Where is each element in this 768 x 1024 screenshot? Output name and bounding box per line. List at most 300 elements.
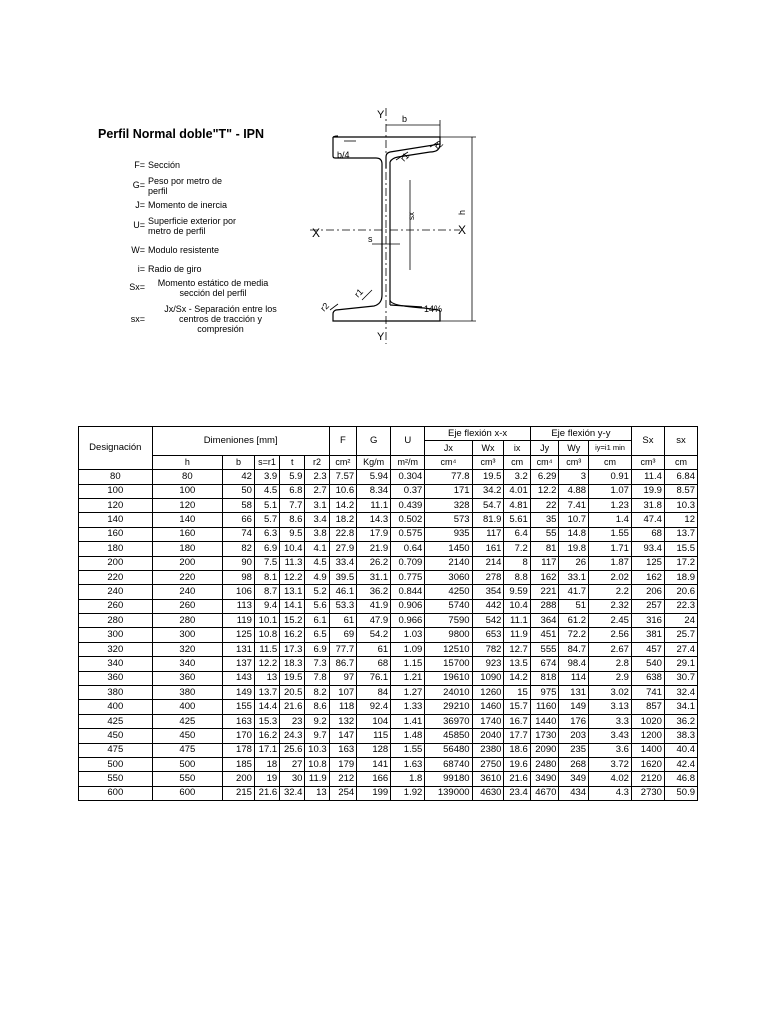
table-cell: 76.1 — [357, 671, 391, 685]
table-cell: 2.9 — [589, 671, 632, 685]
table-cell: 818 — [530, 671, 559, 685]
table-cell: 220 — [152, 570, 222, 584]
table-row — [79, 786, 698, 800]
table-cell: 7.41 — [559, 498, 589, 512]
legend-symbol: Sx= — [129, 282, 145, 292]
table-cell: 140 — [79, 513, 153, 527]
table-cell: 90 — [223, 556, 255, 570]
table-cell: 600 — [79, 786, 153, 800]
table-cell: 180 — [152, 542, 222, 556]
table-cell: 221 — [530, 585, 559, 599]
table-cell: 1.55 — [391, 743, 425, 757]
table-cell: 0.775 — [391, 570, 425, 584]
table-cell: 500 — [152, 757, 222, 771]
table-row — [79, 513, 698, 527]
table-cell: 125 — [631, 556, 664, 570]
table-cell: 260 — [152, 599, 222, 613]
table-cell: 1.03 — [391, 628, 425, 642]
table-cell: 3490 — [530, 772, 559, 786]
table-cell: 11.1 — [504, 614, 530, 628]
table-cell: 162 — [631, 570, 664, 584]
table-cell: 1450 — [425, 542, 472, 556]
table-cell: 7590 — [425, 614, 472, 628]
table-cell: 5.7 — [254, 513, 279, 527]
table-cell: 0.502 — [391, 513, 425, 527]
legend-text: Jx/Sx - Separación entre los centros de tracción y compresión — [164, 304, 277, 334]
table-cell: 1.33 — [391, 700, 425, 714]
table-cell: 4.9 — [305, 570, 329, 584]
table-cell: 7.5 — [254, 556, 279, 570]
table-cell: 2.3 — [305, 470, 329, 484]
table-cell: 179 — [329, 757, 356, 771]
table-cell: 185 — [223, 757, 255, 771]
table-cell: 9.7 — [305, 729, 329, 743]
table-cell: 46.8 — [664, 772, 697, 786]
table-cell: 1.23 — [589, 498, 632, 512]
table-cell: 8.7 — [254, 585, 279, 599]
table-cell: 178 — [223, 743, 255, 757]
table-cell: 15.3 — [254, 714, 279, 728]
table-cell: 47.4 — [631, 513, 664, 527]
table-cell: 200 — [223, 772, 255, 786]
table-cell: 340 — [79, 657, 153, 671]
table-cell: 107 — [329, 686, 356, 700]
table-cell: 33.4 — [329, 556, 356, 570]
table-row — [79, 757, 698, 771]
x-axis-label-right: X — [458, 223, 467, 237]
table-cell: 1.09 — [391, 642, 425, 656]
table-cell: 0.64 — [391, 542, 425, 556]
table-cell: 3.6 — [589, 743, 632, 757]
header-designacion: Designación — [79, 427, 153, 470]
table-row — [79, 729, 698, 743]
unit-s: s=r1 — [254, 455, 279, 469]
table-cell: 320 — [79, 642, 153, 656]
table-cell: 2750 — [472, 757, 504, 771]
table-cell: 11.9 — [504, 628, 530, 642]
header-row-units — [79, 455, 698, 469]
table-cell: 1.27 — [391, 686, 425, 700]
table-cell: 36.2 — [664, 714, 697, 728]
table-cell: 25.6 — [280, 743, 305, 757]
table-cell: 8.6 — [305, 700, 329, 714]
header-u: U — [391, 427, 425, 456]
table-cell: 1.87 — [589, 556, 632, 570]
table-cell: 235 — [559, 743, 589, 757]
table-row — [79, 484, 698, 498]
table-cell: 19.5 — [472, 470, 504, 484]
table-cell: 3.8 — [305, 527, 329, 541]
table-cell: 98 — [223, 570, 255, 584]
table-cell: 9.5 — [280, 527, 305, 541]
table-cell: 41.9 — [357, 599, 391, 613]
header-row-top — [79, 427, 698, 441]
table-cell: 0.966 — [391, 614, 425, 628]
table-cell: 2730 — [631, 786, 664, 800]
table-cell: 10.6 — [329, 484, 356, 498]
table-cell: 68 — [631, 527, 664, 541]
table-cell: 100 — [152, 484, 222, 498]
table-cell: 300 — [79, 628, 153, 642]
table-cell: 16.2 — [254, 729, 279, 743]
table-cell: 99180 — [425, 772, 472, 786]
table-cell: 8.6 — [280, 513, 305, 527]
table-cell: 6.84 — [664, 470, 697, 484]
table-cell: 72.2 — [559, 628, 589, 642]
table-cell: 1730 — [530, 729, 559, 743]
table-cell: 380 — [79, 686, 153, 700]
table-cell: 0.906 — [391, 599, 425, 613]
unit-b: b — [223, 455, 255, 469]
table-cell: 58 — [223, 498, 255, 512]
table-cell: 203 — [559, 729, 589, 743]
unit-iy: cm — [589, 455, 632, 469]
legend-text: Superficie exterior por metro de perfil — [148, 216, 237, 236]
table-cell: 381 — [631, 628, 664, 642]
table-cell: 8.2 — [305, 686, 329, 700]
table-cell: 14.4 — [254, 700, 279, 714]
table-cell: 4.1 — [305, 542, 329, 556]
table-cell: 442 — [472, 599, 504, 613]
table-cell: 24010 — [425, 686, 472, 700]
table-cell: 0.304 — [391, 470, 425, 484]
table-cell: 97 — [329, 671, 356, 685]
legend-symbol: i= — [137, 264, 145, 274]
table-cell: 54.2 — [357, 628, 391, 642]
table-cell: 2380 — [472, 743, 504, 757]
table-cell: 425 — [152, 714, 222, 728]
legend-symbol: W= — [131, 245, 145, 255]
table-cell: 10.8 — [254, 628, 279, 642]
table-cell: 10.3 — [664, 498, 697, 512]
table-cell: 3.3 — [589, 714, 632, 728]
table-cell: 1.41 — [391, 714, 425, 728]
table-cell: 653 — [472, 628, 504, 642]
table-cell: 3.4 — [305, 513, 329, 527]
table-cell: 11.1 — [357, 498, 391, 512]
table-row — [79, 614, 698, 628]
unit-wy: cm³ — [559, 455, 589, 469]
table-cell: 2.2 — [589, 585, 632, 599]
table-cell: 82 — [223, 542, 255, 556]
table-cell: 1090 — [472, 671, 504, 685]
table-cell: 0.439 — [391, 498, 425, 512]
header-wy: Wy — [559, 441, 589, 455]
table-row — [79, 470, 698, 484]
table-cell: 98.4 — [559, 657, 589, 671]
table-cell: 149 — [223, 686, 255, 700]
unit-t: t — [280, 455, 305, 469]
table-cell: 41.7 — [559, 585, 589, 599]
table-cell: 13 — [254, 671, 279, 685]
table-cell: 3.1 — [305, 498, 329, 512]
table-cell: 18.3 — [280, 657, 305, 671]
table-cell: 147 — [329, 729, 356, 743]
table-cell: 11.3 — [280, 556, 305, 570]
table-cell: 31.8 — [631, 498, 664, 512]
table-cell: 12.7 — [504, 642, 530, 656]
table-cell: 170 — [223, 729, 255, 743]
table-cell: 3.72 — [589, 757, 632, 771]
table-cell: 7.7 — [280, 498, 305, 512]
table-row — [79, 628, 698, 642]
table-cell: 300 — [152, 628, 222, 642]
table-cell: 77.8 — [425, 470, 472, 484]
table-cell: 1.21 — [391, 671, 425, 685]
table-cell: 1.15 — [391, 657, 425, 671]
table-cell: 935 — [425, 527, 472, 541]
table-cell: 115 — [357, 729, 391, 743]
table-cell: 200 — [152, 556, 222, 570]
table-cell: 280 — [79, 614, 153, 628]
table-cell: 475 — [152, 743, 222, 757]
table-cell: 240 — [152, 585, 222, 599]
table-cell: 16.2 — [280, 628, 305, 642]
table-cell: 13 — [305, 786, 329, 800]
table-cell: 457 — [631, 642, 664, 656]
table-cell: 68 — [357, 657, 391, 671]
table-row — [79, 556, 698, 570]
table-cell: 22.8 — [329, 527, 356, 541]
table-cell: 19.6 — [504, 757, 530, 771]
table-cell: 31.1 — [357, 570, 391, 584]
table-cell: 80 — [79, 470, 153, 484]
table-cell: 4670 — [530, 786, 559, 800]
table-cell: 354 — [472, 585, 504, 599]
table-cell: 15 — [504, 686, 530, 700]
table-cell: 46.1 — [329, 585, 356, 599]
table-cell: 4.3 — [589, 786, 632, 800]
table-cell: 6.9 — [254, 542, 279, 556]
table-cell: 2.67 — [589, 642, 632, 656]
table-cell: 166 — [357, 772, 391, 786]
table-cell: 360 — [79, 671, 153, 685]
table-row — [79, 714, 698, 728]
table-cell: 22.3 — [664, 599, 697, 613]
table-cell: 29.1 — [664, 657, 697, 671]
table-cell: 199 — [357, 786, 391, 800]
table-cell: 1.63 — [391, 757, 425, 771]
table-cell: 30.7 — [664, 671, 697, 685]
table-cell: 13.7 — [664, 527, 697, 541]
table-cell: 10.7 — [559, 513, 589, 527]
table-cell: 140 — [152, 513, 222, 527]
table-cell: 131 — [559, 686, 589, 700]
table-cell: 1400 — [631, 743, 664, 757]
page-title: Perfil Normal doble"T" - IPN — [98, 127, 265, 141]
table-cell: 13.7 — [254, 686, 279, 700]
table-cell: 11.9 — [305, 772, 329, 786]
dimension-s: s — [368, 234, 373, 244]
header-g: G — [357, 427, 391, 456]
legend-text: Momento estático de media sección del perfil — [157, 278, 269, 298]
table-row — [79, 498, 698, 512]
table-cell: 19.8 — [559, 542, 589, 556]
table-cell: 0.844 — [391, 585, 425, 599]
table-cell: 39.5 — [329, 570, 356, 584]
table-cell: 117 — [530, 556, 559, 570]
table-cell: 163 — [223, 714, 255, 728]
table-cell: 162 — [530, 570, 559, 584]
unit-sx-upper: cm³ — [631, 455, 664, 469]
table-cell: 17.7 — [504, 729, 530, 743]
table-cell: 1.48 — [391, 729, 425, 743]
table-cell: 4.5 — [305, 556, 329, 570]
table-cell: 550 — [79, 772, 153, 786]
table-cell: 17.9 — [357, 527, 391, 541]
table-cell: 21.6 — [280, 700, 305, 714]
table-cell: 4.88 — [559, 484, 589, 498]
table-cell: 450 — [152, 729, 222, 743]
table-cell: 6.29 — [530, 470, 559, 484]
table-row — [79, 657, 698, 671]
table-cell: 61 — [329, 614, 356, 628]
table-cell: 2480 — [530, 757, 559, 771]
table-cell: 500 — [79, 757, 153, 771]
legend-text: Momento de inercia — [148, 200, 228, 210]
table-cell: 27.4 — [664, 642, 697, 656]
table-cell: 400 — [79, 700, 153, 714]
dimension-b: b — [402, 114, 408, 124]
table-row — [79, 599, 698, 613]
table-cell: 9800 — [425, 628, 472, 642]
table-cell: 12.2 — [530, 484, 559, 498]
table-cell: 125 — [223, 628, 255, 642]
table-cell: 42 — [223, 470, 255, 484]
table-cell: 340 — [152, 657, 222, 671]
table-cell: 400 — [152, 700, 222, 714]
unit-wx: cm³ — [472, 455, 504, 469]
header-jy: Jy — [530, 441, 559, 455]
table-cell: 139000 — [425, 786, 472, 800]
header-dimensiones: Dimeniones [mm] — [152, 427, 329, 456]
table-cell: 24 — [664, 614, 697, 628]
unit-jx: cm⁴ — [425, 455, 472, 469]
table-cell: 61 — [357, 642, 391, 656]
table-cell: 17.2 — [664, 556, 697, 570]
legend-symbol: U= — [133, 220, 145, 230]
dimension-sx: sx — [407, 212, 416, 220]
table-cell: 117 — [472, 527, 504, 541]
table-cell: 2.8 — [589, 657, 632, 671]
table-cell: 19.5 — [280, 671, 305, 685]
table-cell: 33.1 — [559, 570, 589, 584]
table-cell: 14.1 — [280, 599, 305, 613]
dimension-b4: b/4 — [337, 150, 350, 160]
table-cell: 11.4 — [631, 470, 664, 484]
table-cell: 1260 — [472, 686, 504, 700]
table-cell: 1160 — [530, 700, 559, 714]
table-cell: 5.6 — [305, 599, 329, 613]
table-cell: 45850 — [425, 729, 472, 743]
table-cell: 3.2 — [504, 470, 530, 484]
table-cell: 3.9 — [254, 470, 279, 484]
table-cell: 4250 — [425, 585, 472, 599]
unit-r2: r2 — [305, 455, 329, 469]
legend-text: Peso por metro de perfil — [148, 176, 223, 196]
table-cell: 0.709 — [391, 556, 425, 570]
table-cell: 119 — [223, 614, 255, 628]
table-cell: 118 — [329, 700, 356, 714]
table-cell: 27.9 — [329, 542, 356, 556]
table-cell: 12510 — [425, 642, 472, 656]
radius-r1-bottom: r1 — [352, 286, 366, 300]
x-axis-label-left: X — [312, 226, 321, 240]
table-cell: 40.4 — [664, 743, 697, 757]
table-cell: 1.92 — [391, 786, 425, 800]
table-cell: 1620 — [631, 757, 664, 771]
table-cell: 7.8 — [305, 671, 329, 685]
table-cell: 782 — [472, 642, 504, 656]
table-cell: 120 — [152, 498, 222, 512]
table-body — [79, 470, 698, 801]
table-cell: 425 — [79, 714, 153, 728]
table-cell: 1.71 — [589, 542, 632, 556]
table-cell: 4.81 — [504, 498, 530, 512]
header-sx-upper: Sx — [631, 427, 664, 456]
table-cell: 278 — [472, 570, 504, 584]
table-cell: 114 — [559, 671, 589, 685]
table-cell: 161 — [472, 542, 504, 556]
table-row — [79, 585, 698, 599]
table-cell: 3.43 — [589, 729, 632, 743]
table-cell: 555 — [530, 642, 559, 656]
table-cell: 15.5 — [664, 542, 697, 556]
table-cell: 93.4 — [631, 542, 664, 556]
table-cell: 26 — [559, 556, 589, 570]
table-cell: 61.2 — [559, 614, 589, 628]
table-cell: 14.3 — [357, 513, 391, 527]
table-cell: 200 — [79, 556, 153, 570]
table-cell: 10.1 — [254, 614, 279, 628]
table-cell: 10.4 — [280, 542, 305, 556]
table-cell: 34.2 — [472, 484, 504, 498]
table-cell: 120 — [79, 498, 153, 512]
radius-r1-top: r1 — [398, 150, 412, 164]
unit-ix: cm — [504, 455, 530, 469]
table-cell: 13.1 — [280, 585, 305, 599]
table-cell: 12.2 — [280, 570, 305, 584]
table-cell: 8.8 — [504, 570, 530, 584]
table-cell: 14.2 — [504, 671, 530, 685]
table-cell: 106 — [223, 585, 255, 599]
table-cell: 3 — [559, 470, 589, 484]
table-cell: 260 — [79, 599, 153, 613]
table-cell: 12 — [664, 513, 697, 527]
flange-slope: 14% — [424, 304, 443, 314]
table-cell: 20.5 — [280, 686, 305, 700]
table-cell: 7.3 — [305, 657, 329, 671]
table-row — [79, 686, 698, 700]
table-row — [79, 772, 698, 786]
table-cell: 4630 — [472, 786, 504, 800]
table-cell: 0.91 — [589, 470, 632, 484]
table-cell: 10.4 — [504, 599, 530, 613]
table-cell: 1200 — [631, 729, 664, 743]
table-cell: 7.2 — [504, 542, 530, 556]
table-cell: 2120 — [631, 772, 664, 786]
table-cell: 104 — [357, 714, 391, 728]
table-cell: 360 — [152, 671, 222, 685]
table-cell: 10.8 — [305, 757, 329, 771]
table-cell: 2040 — [472, 729, 504, 743]
table-cell: 163 — [329, 743, 356, 757]
table-cell: 19 — [254, 772, 279, 786]
table-cell: 3.02 — [589, 686, 632, 700]
table-cell: 77.7 — [329, 642, 356, 656]
table-cell: 10.3 — [305, 743, 329, 757]
table-cell: 9.2 — [305, 714, 329, 728]
